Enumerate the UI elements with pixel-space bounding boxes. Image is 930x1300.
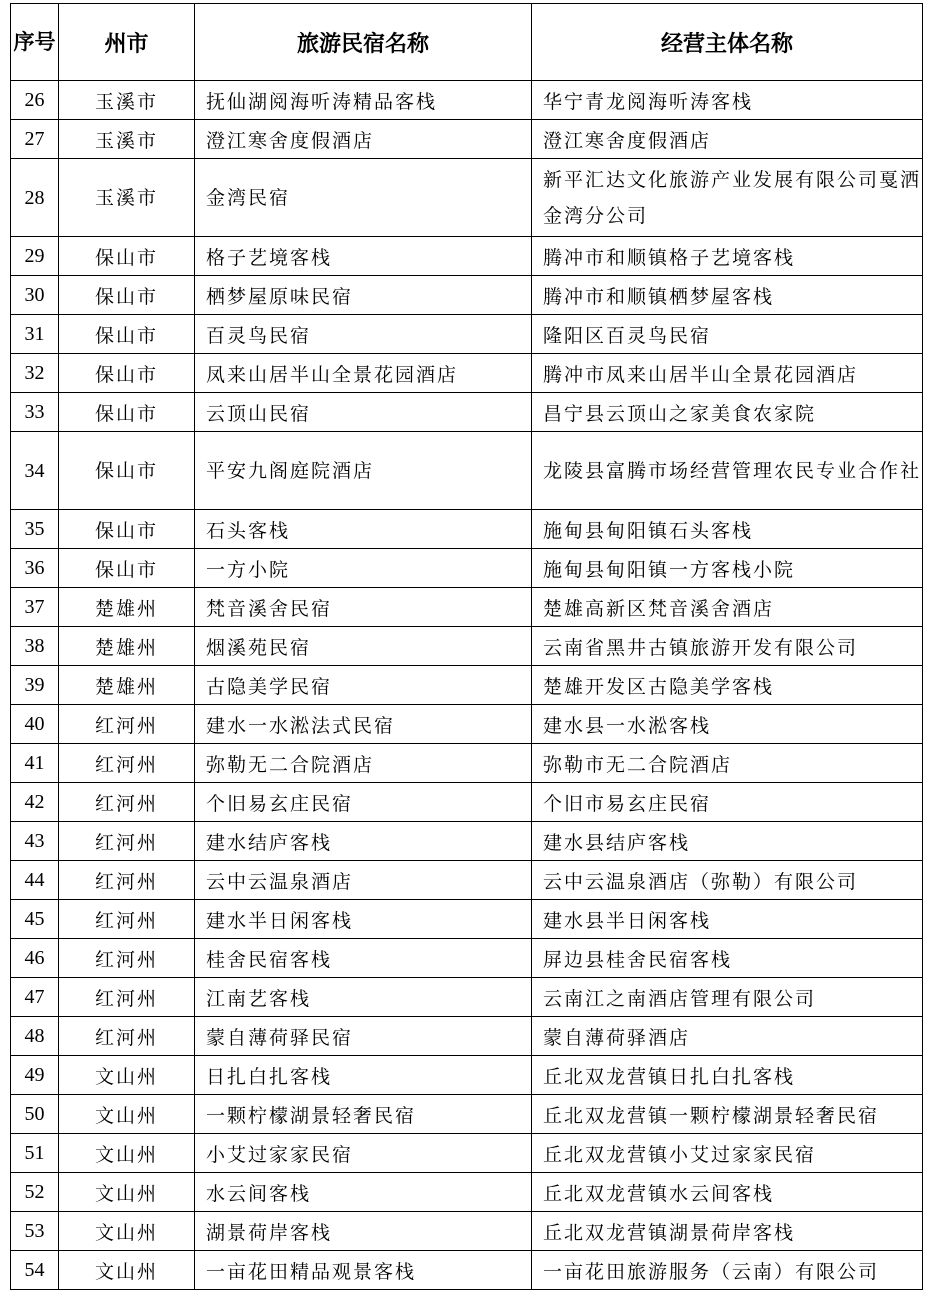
row-operator: 个旧市易玄庄民宿 <box>532 783 923 822</box>
table-row <box>11 315 923 354</box>
row-name: 澄江寒舍度假酒店 <box>195 120 532 159</box>
row-city: 保山市 <box>59 510 195 549</box>
table-row <box>11 822 923 861</box>
table-row <box>11 120 923 159</box>
header-city: 州市 <box>59 4 195 81</box>
row-name: 桂舍民宿客栈 <box>195 939 532 978</box>
row-operator: 建水县一水淞客栈 <box>532 705 923 744</box>
row-operator: 隆阳区百灵鸟民宿 <box>532 315 923 354</box>
row-name: 一颗柠檬湖景轻奢民宿 <box>195 1095 532 1134</box>
row-city: 红河州 <box>59 783 195 822</box>
row-city: 红河州 <box>59 822 195 861</box>
row-operator: 龙陵县富腾市场经营管理农民专业合作社 <box>532 432 923 510</box>
row-name: 日扎白扎客栈 <box>195 1056 532 1095</box>
row-name: 凤来山居半山全景花园酒店 <box>195 354 532 393</box>
row-city: 文山州 <box>59 1251 195 1290</box>
row-name: 金湾民宿 <box>195 159 532 237</box>
row-seq: 47 <box>11 978 59 1017</box>
table-row <box>11 705 923 744</box>
row-seq: 30 <box>11 276 59 315</box>
row-seq: 28 <box>11 159 59 237</box>
row-city: 红河州 <box>59 861 195 900</box>
row-city: 楚雄州 <box>59 666 195 705</box>
table-row <box>11 1095 923 1134</box>
row-seq: 31 <box>11 315 59 354</box>
row-seq: 41 <box>11 744 59 783</box>
row-name: 古隐美学民宿 <box>195 666 532 705</box>
row-city: 玉溪市 <box>59 159 195 237</box>
row-operator: 丘北双龙营镇水云间客栈 <box>532 1173 923 1212</box>
row-seq: 49 <box>11 1056 59 1095</box>
table-row <box>11 666 923 705</box>
row-name: 湖景荷岸客栈 <box>195 1212 532 1251</box>
row-city: 文山州 <box>59 1056 195 1095</box>
row-name: 建水半日闲客栈 <box>195 900 532 939</box>
row-operator: 施甸县甸阳镇石头客栈 <box>532 510 923 549</box>
row-city: 保山市 <box>59 549 195 588</box>
row-city: 红河州 <box>59 978 195 1017</box>
table-row <box>11 1134 923 1173</box>
row-seq: 44 <box>11 861 59 900</box>
row-city: 保山市 <box>59 354 195 393</box>
table-row <box>11 861 923 900</box>
row-city: 文山州 <box>59 1212 195 1251</box>
table-row <box>11 1212 923 1251</box>
table-row <box>11 393 923 432</box>
row-name: 烟溪苑民宿 <box>195 627 532 666</box>
row-operator: 腾冲市凤来山居半山全景花园酒店 <box>532 354 923 393</box>
row-seq: 34 <box>11 432 59 510</box>
row-seq: 53 <box>11 1212 59 1251</box>
row-name: 抚仙湖阅海听涛精品客栈 <box>195 81 532 120</box>
row-name: 蒙自薄荷驿民宿 <box>195 1017 532 1056</box>
row-city: 红河州 <box>59 705 195 744</box>
table-row <box>11 744 923 783</box>
row-operator: 腾冲市和顺镇栖梦屋客栈 <box>532 276 923 315</box>
row-operator: 弥勒市无二合院酒店 <box>532 744 923 783</box>
row-city: 保山市 <box>59 315 195 354</box>
table-row <box>11 276 923 315</box>
table-row <box>11 237 923 276</box>
row-seq: 52 <box>11 1173 59 1212</box>
table-row <box>11 81 923 120</box>
row-seq: 39 <box>11 666 59 705</box>
row-seq: 40 <box>11 705 59 744</box>
table-row <box>11 510 923 549</box>
row-city: 保山市 <box>59 432 195 510</box>
row-seq: 43 <box>11 822 59 861</box>
row-name: 云中云温泉酒店 <box>195 861 532 900</box>
row-operator: 丘北双龙营镇日扎白扎客栈 <box>532 1056 923 1095</box>
table-row <box>11 1056 923 1095</box>
row-seq: 38 <box>11 627 59 666</box>
row-name: 梵音溪舍民宿 <box>195 588 532 627</box>
row-operator: 云南省黑井古镇旅游开发有限公司 <box>532 627 923 666</box>
row-operator: 楚雄开发区古隐美学客栈 <box>532 666 923 705</box>
table-row <box>11 900 923 939</box>
row-name: 一方小院 <box>195 549 532 588</box>
row-city: 红河州 <box>59 900 195 939</box>
row-operator: 新平汇达文化旅游产业发展有限公司戛洒金湾分公司 <box>532 159 923 237</box>
row-seq: 27 <box>11 120 59 159</box>
row-operator: 丘北双龙营镇小艾过家家民宿 <box>532 1134 923 1173</box>
row-seq: 29 <box>11 237 59 276</box>
row-seq: 35 <box>11 510 59 549</box>
homestay-table <box>10 3 923 1290</box>
row-seq: 48 <box>11 1017 59 1056</box>
row-seq: 32 <box>11 354 59 393</box>
row-seq: 46 <box>11 939 59 978</box>
row-operator: 云中云温泉酒店（弥勒）有限公司 <box>532 861 923 900</box>
header-seq: 序号 <box>11 4 59 81</box>
row-seq: 26 <box>11 81 59 120</box>
row-operator: 楚雄高新区梵音溪舍酒店 <box>532 588 923 627</box>
row-city: 红河州 <box>59 744 195 783</box>
table-row <box>11 783 923 822</box>
row-operator: 云南江之南酒店管理有限公司 <box>532 978 923 1017</box>
row-seq: 54 <box>11 1251 59 1290</box>
row-name: 建水一水淞法式民宿 <box>195 705 532 744</box>
row-operator: 腾冲市和顺镇格子艺境客栈 <box>532 237 923 276</box>
row-seq: 50 <box>11 1095 59 1134</box>
row-city: 保山市 <box>59 237 195 276</box>
table-row <box>11 432 923 510</box>
header-name: 旅游民宿名称 <box>195 4 532 81</box>
row-city: 文山州 <box>59 1134 195 1173</box>
row-operator: 建水县结庐客栈 <box>532 822 923 861</box>
table-row <box>11 354 923 393</box>
row-name: 建水结庐客栈 <box>195 822 532 861</box>
row-operator: 丘北双龙营镇一颗柠檬湖景轻奢民宿 <box>532 1095 923 1134</box>
row-city: 红河州 <box>59 1017 195 1056</box>
row-seq: 51 <box>11 1134 59 1173</box>
row-operator: 施甸县甸阳镇一方客栈小院 <box>532 549 923 588</box>
row-name: 小艾过家家民宿 <box>195 1134 532 1173</box>
table-row <box>11 1173 923 1212</box>
row-city: 保山市 <box>59 276 195 315</box>
row-name: 云顶山民宿 <box>195 393 532 432</box>
row-seq: 42 <box>11 783 59 822</box>
row-name: 一亩花田精品观景客栈 <box>195 1251 532 1290</box>
row-operator: 建水县半日闲客栈 <box>532 900 923 939</box>
row-name: 栖梦屋原味民宿 <box>195 276 532 315</box>
row-name: 百灵鸟民宿 <box>195 315 532 354</box>
row-seq: 45 <box>11 900 59 939</box>
row-operator: 丘北双龙营镇湖景荷岸客栈 <box>532 1212 923 1251</box>
row-operator: 澄江寒舍度假酒店 <box>532 120 923 159</box>
row-name: 江南艺客栈 <box>195 978 532 1017</box>
row-operator: 华宁青龙阅海听涛客栈 <box>532 81 923 120</box>
header-operator: 经营主体名称 <box>532 4 923 81</box>
row-city: 楚雄州 <box>59 588 195 627</box>
table-row <box>11 1017 923 1056</box>
row-operator: 昌宁县云顶山之家美食农家院 <box>532 393 923 432</box>
row-city: 文山州 <box>59 1173 195 1212</box>
row-name: 弥勒无二合院酒店 <box>195 744 532 783</box>
table-row <box>11 978 923 1017</box>
row-city: 保山市 <box>59 393 195 432</box>
row-name: 个旧易玄庄民宿 <box>195 783 532 822</box>
row-operator: 屏边县桂舍民宿客栈 <box>532 939 923 978</box>
table-row <box>11 159 923 237</box>
row-city: 楚雄州 <box>59 627 195 666</box>
table-row <box>11 939 923 978</box>
row-seq: 37 <box>11 588 59 627</box>
row-seq: 36 <box>11 549 59 588</box>
table-row <box>11 627 923 666</box>
row-name: 水云间客栈 <box>195 1173 532 1212</box>
row-city: 玉溪市 <box>59 81 195 120</box>
row-seq: 33 <box>11 393 59 432</box>
table-row <box>11 549 923 588</box>
header-row <box>11 4 923 81</box>
row-city: 玉溪市 <box>59 120 195 159</box>
table-row <box>11 1251 923 1290</box>
row-name: 平安九阁庭院酒店 <box>195 432 532 510</box>
row-operator: 一亩花田旅游服务（云南）有限公司 <box>532 1251 923 1290</box>
table-body <box>11 81 923 1290</box>
row-city: 文山州 <box>59 1095 195 1134</box>
row-city: 红河州 <box>59 939 195 978</box>
row-name: 格子艺境客栈 <box>195 237 532 276</box>
table-row <box>11 588 923 627</box>
row-name: 石头客栈 <box>195 510 532 549</box>
row-operator: 蒙自薄荷驿酒店 <box>532 1017 923 1056</box>
